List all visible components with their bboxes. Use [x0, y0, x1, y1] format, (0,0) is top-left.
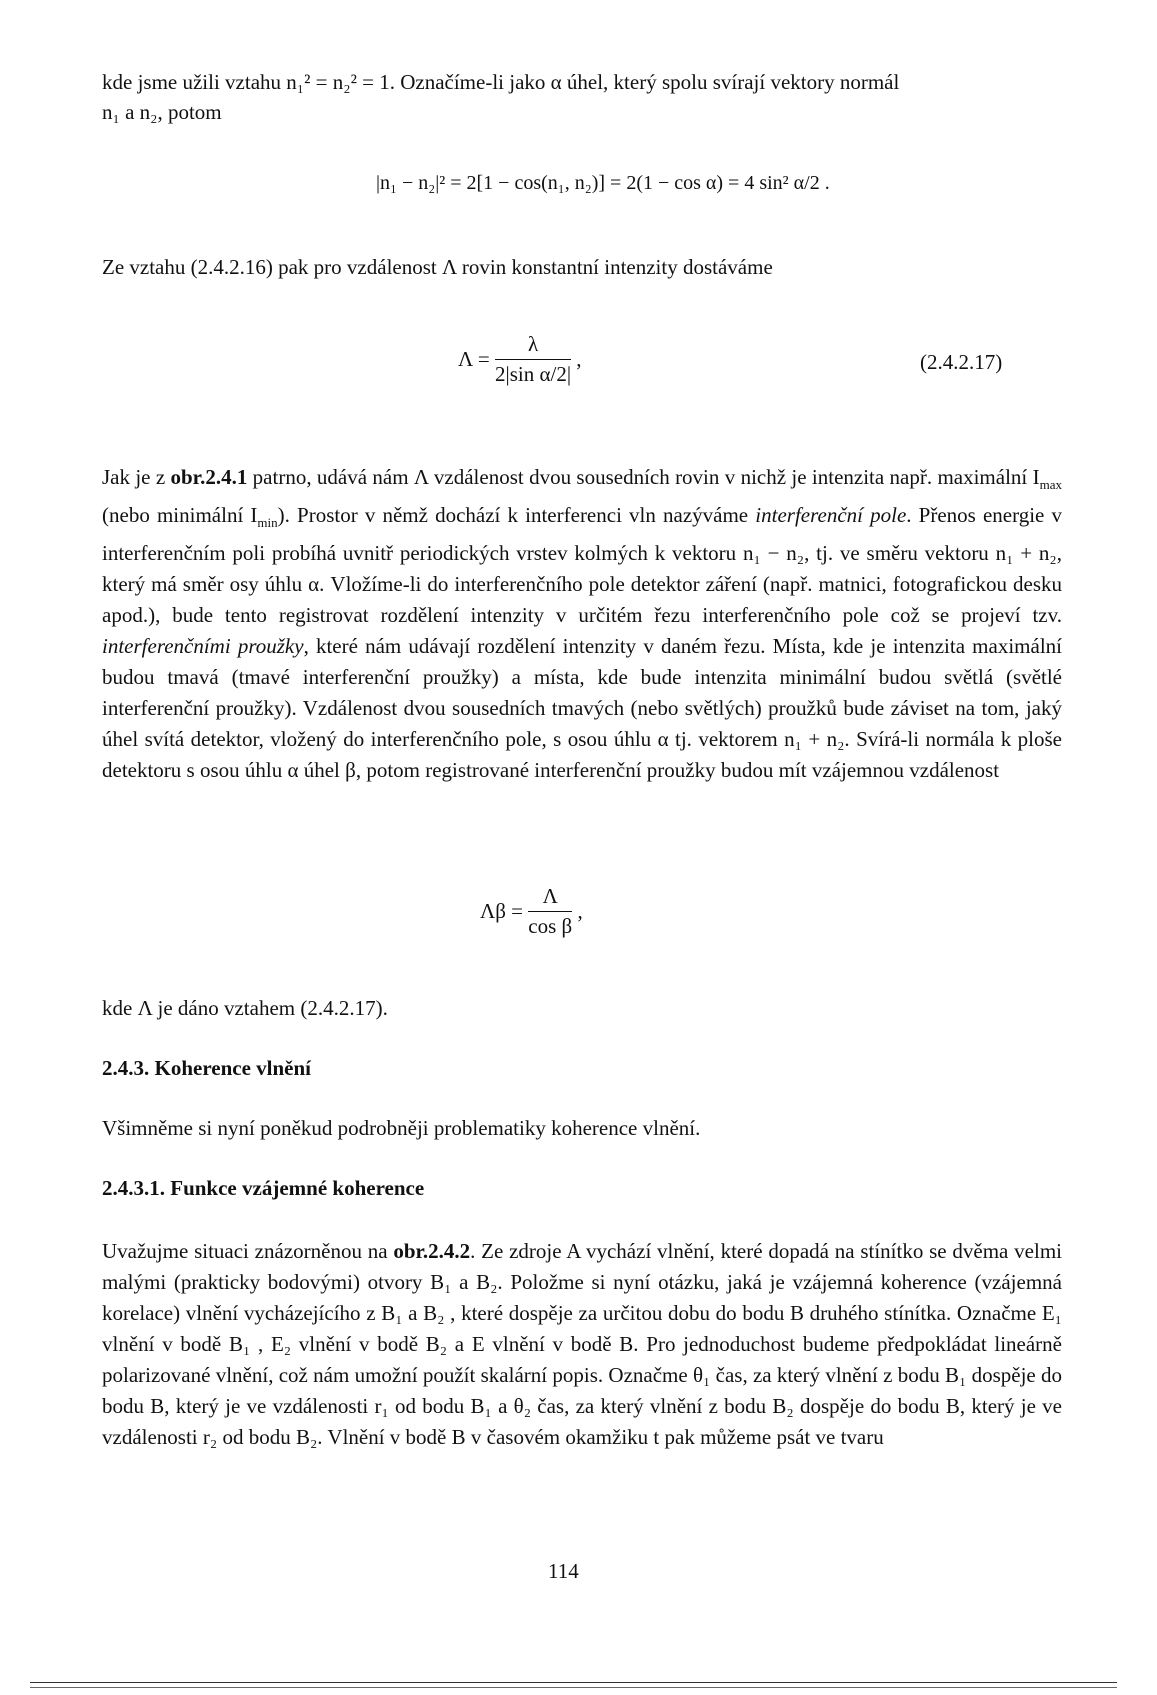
text-run: , které nám udávají rozdělení intenzity v daném řezu. Místa, kde je intenzita maximální budou tmavá (tmavé interferenční proužky) a místa, kde bude intenzita minimální budou světlá (světlé interferenční proužky). Vzdálenost dvou sousedních tmavých (nebo světlých) proužků bude záviset na tom, jaký úhel svítá detektor, vložený do interferenčního pole, s osou úhlu α tj. vektorem n₁ + n₂. Svírá-li normála k ploše detektoru s osou úhlu α úhel β, potom registrované interferenční proužky budou mít vzájemnou vzdálenost — [102, 634, 1062, 783]
paragraph-ze-vztahu: Ze vztahu (2.4.2.16) pak pro vzdálenost Λ rovin konstantní intenzity dostáváme — [102, 255, 773, 279]
subsection-heading: 2.4.3.1. Funkce vzájemné koherence — [102, 1176, 425, 1200]
subscript: min — [257, 515, 278, 531]
text-run: patrno, udává nám Λ vzdálenost dvou sousedních rovin v nichž je intenzita např. maximální I — [247, 465, 1040, 489]
text-run: Jak je z — [102, 465, 171, 489]
equation-lambda-numerator: λ — [495, 332, 571, 360]
page-number: 114 — [548, 1559, 579, 1583]
section-heading: 2.4.3. Koherence vlnění — [102, 1056, 312, 1080]
equation-number: (2.4.2.17) — [920, 350, 1003, 374]
paragraph-last — [102, 1236, 1062, 1453]
equation-lambda — [458, 332, 582, 387]
text-run: ). Prostor v němž dochází k interferenci vln nazýváme — [277, 503, 756, 528]
equation-lambda-beta — [480, 884, 583, 939]
text-run: . Přenos energie v interferenčním poli probíhá uvnitř periodických vrstev kolmých k vektoru n₁ − n₂, tj. ve směru vektoru n₁ + n₂, který má směr osy úhlu α. Vložíme-li do interferenčního pole detektor záření (např. matnici, fotografickou desku apod.), bude tento registrovat rozdělení intenzity v určitém řezu interferenčního pole což se projeví tzv. — [102, 503, 1062, 628]
italic-term: interferenčními proužky — [102, 634, 304, 659]
page-bottom-rule — [30, 1682, 1117, 1683]
intro-equation: n₁² = n₂² = 1 — [286, 70, 390, 94]
equation-lambda-lhs: Λ = — [458, 347, 490, 371]
text-run: . Ze zdroje A vychází vlnění, které dopadá na stínítko se dvěma velmi malými (prakticky bodovými) otvory B₁ a B₂. Položme si nyní otázku, jaká je vzájemná koherence (vzájemná korelace) vlnění vycházejícího z B₁ a B₂ , které dospěje za určitou dobu do bodu B druhého stínítka. Označme E₁ vlnění v bodě B₁ , E₂ vlnění v bodě B₂ a E vlnění v bodě B. Pro jednoduchost budeme předpokládat lineárně polarizované vlnění, což nám umožní použít skalární popis. Označme θ₁ čas, za který vlnění z bodu B₁ dospěje do bodu B, který je ve vzdálenosti r₁ od bodu B₁ a θ₂ čas, za který vlnění z bodu B₂ dospěje do bodu B, který je ve vzdálenosti r₂ od bodu B₂. Vlnění v bodě B v časovém okamžiku t pak můžeme psát ve tvaru — [102, 1239, 1062, 1449]
equation-lambda-beta-comma: , — [577, 899, 583, 923]
intro-text: kde jsme užili vztahu — [102, 70, 282, 94]
equation-lambda-comma: , — [576, 347, 582, 371]
equation-lambda-fraction — [495, 332, 571, 387]
italic-term: interferenční pole — [755, 503, 907, 528]
subscript: max — [1039, 477, 1062, 493]
equation-lambda-beta-lhs: Λβ = — [480, 899, 524, 923]
paragraph-main — [102, 462, 1062, 786]
page-bottom-rule — [30, 1687, 1117, 1688]
intro-line-2: n₁ a n₂, potom — [102, 100, 222, 124]
figure-reference: obr.2.4.2 — [393, 1239, 471, 1263]
intro-text-suffix: . Označíme-li jako α úhel, který spolu svírají vektory normál — [389, 70, 900, 94]
figure-reference: obr.2.4.1 — [170, 465, 248, 489]
text-run: (nebo minimální I — [102, 503, 258, 528]
paragraph-kde: kde Λ je dáno vztahem (2.4.2.17). — [102, 996, 388, 1020]
intro-line-1 — [102, 70, 899, 95]
equation-lambda-beta-fraction — [528, 884, 572, 939]
paragraph-vsimneme: Všimněme si nyní poněkud podrobněji problematiky koherence vlnění. — [102, 1116, 701, 1140]
equation-lambda-beta-denominator: cos β — [528, 914, 573, 938]
equation-normal-difference: |n₁ − n₂|² = 2[1 − cos(n₁, n₂)] = 2(1 − cos α) = 4 sin² α/2 . — [376, 172, 830, 194]
text-run: Uvažujme situaci znázorněnou na — [102, 1239, 394, 1263]
equation-lambda-denominator: 2|sin α/2| — [495, 362, 572, 386]
equation-lambda-beta-numerator: Λ — [528, 884, 572, 912]
